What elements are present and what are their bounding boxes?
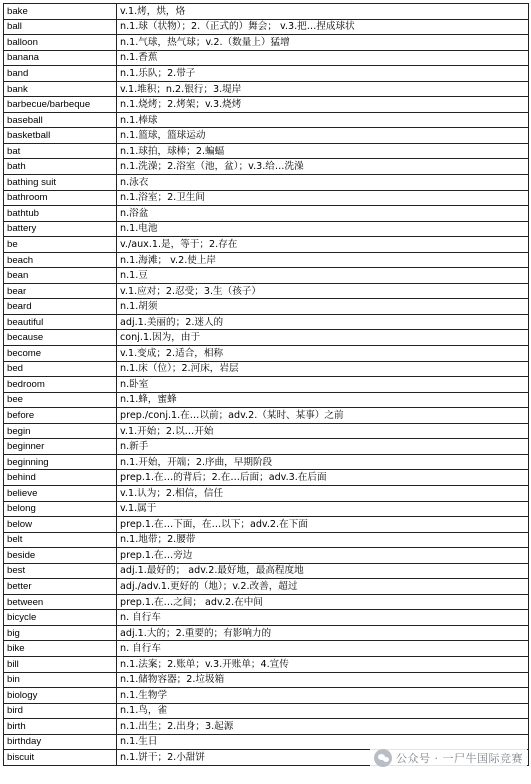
word-cell: beginning <box>4 454 117 470</box>
word-cell: birthday <box>4 734 117 750</box>
word-cell: bank <box>4 81 117 97</box>
word-cell: be <box>4 237 117 253</box>
word-cell: ball <box>4 19 117 35</box>
word-cell: bird <box>4 703 117 719</box>
word-cell: bin <box>4 672 117 688</box>
watermark-text: 公众号 · 一尸牛国际竞赛 <box>396 752 523 765</box>
table-row <box>4 485 529 501</box>
word-cell: bike <box>4 641 117 657</box>
word-cell: basketball <box>4 128 117 144</box>
table-row <box>4 159 529 175</box>
vocabulary-table-body <box>4 4 529 766</box>
definition-cell: adj.1.美丽的；2.迷人的 <box>117 314 529 330</box>
table-row <box>4 221 529 237</box>
table-row <box>4 501 529 517</box>
table-row <box>4 283 529 299</box>
definition-cell: n.1.鸟，雀 <box>117 703 529 719</box>
table-row <box>4 112 529 128</box>
definition-cell: n.浴盆 <box>117 206 529 222</box>
table-row <box>4 439 529 455</box>
definition-cell: n.新手 <box>117 439 529 455</box>
table-row <box>4 656 529 672</box>
word-cell: bathroom <box>4 190 117 206</box>
definition-cell: v.1.属于 <box>117 501 529 517</box>
definition-cell: n.1.蜂，蜜蜂 <box>117 392 529 408</box>
word-cell: better <box>4 579 117 595</box>
table-row <box>4 610 529 626</box>
table-row <box>4 641 529 657</box>
definition-cell: adj./adv.1.更好的（地）；v.2.改善，超过 <box>117 579 529 595</box>
definition-cell: n.泳衣 <box>117 175 529 191</box>
definition-cell: v./aux.1.是，等于；2.存在 <box>117 237 529 253</box>
word-cell: bicycle <box>4 610 117 626</box>
table-row <box>4 688 529 704</box>
definition-cell: v.1.应对；2.忍受；3.生（孩子） <box>117 283 529 299</box>
word-cell: bed <box>4 361 117 377</box>
definition-cell: v.1.开始；2.以…开始 <box>117 423 529 439</box>
word-cell: beside <box>4 548 117 564</box>
definition-cell: adj.1.大的；2.重要的；有影响力的 <box>117 625 529 641</box>
table-row <box>4 50 529 66</box>
word-cell: bean <box>4 268 117 284</box>
table-row <box>4 128 529 144</box>
table-row <box>4 175 529 191</box>
word-cell: barbecue/barbeque <box>4 97 117 113</box>
word-cell: between <box>4 594 117 610</box>
definition-cell: n.1.浴室；2.卫生间 <box>117 190 529 206</box>
table-row <box>4 625 529 641</box>
table-row <box>4 330 529 346</box>
table-row <box>4 190 529 206</box>
table-row <box>4 408 529 424</box>
word-cell: battery <box>4 221 117 237</box>
definition-cell: adj.1.最好的； adv.2.最好地，最高程度地 <box>117 563 529 579</box>
definition-cell: n.1.洗澡；2.浴室（池，盆）；v.3.给…洗澡 <box>117 159 529 175</box>
definition-cell: n.1.床（位）；2.河床，岩层 <box>117 361 529 377</box>
definition-cell: n.卧室 <box>117 377 529 393</box>
word-cell: beard <box>4 299 117 315</box>
definition-cell: n.1.生日 <box>117 734 529 750</box>
definition-cell: n. 自行车 <box>117 610 529 626</box>
word-cell: bear <box>4 283 117 299</box>
table-row <box>4 252 529 268</box>
definition-cell: n.1.篮球，篮球运动 <box>117 128 529 144</box>
definition-cell: n.1.烧烤；2.烤架；v.3.烧烤 <box>117 97 529 113</box>
word-cell: bathtub <box>4 206 117 222</box>
vocabulary-table <box>3 3 529 766</box>
table-row <box>4 454 529 470</box>
word-cell: belong <box>4 501 117 517</box>
definition-cell: v.1.变成；2.适合，相称 <box>117 346 529 362</box>
table-row <box>4 470 529 486</box>
definition-cell: n.1.饼干；2.小甜饼 <box>117 750 529 766</box>
word-cell: big <box>4 625 117 641</box>
definition-cell: v.1.烤，烘，烙 <box>117 4 529 20</box>
word-cell: bake <box>4 4 117 20</box>
definition-cell: n.1.球（状物）；2.（正式的）舞会； v.3.把…捏成球状 <box>117 19 529 35</box>
table-row <box>4 548 529 564</box>
definition-cell: n.1.出生；2.出身；3.起源 <box>117 719 529 735</box>
word-cell: become <box>4 346 117 362</box>
table-row <box>4 66 529 82</box>
definition-cell: n.1.胡须 <box>117 299 529 315</box>
table-row <box>4 594 529 610</box>
table-row <box>4 703 529 719</box>
table-row <box>4 35 529 51</box>
definition-cell: v.1.认为；2.相信，信任 <box>117 485 529 501</box>
word-cell: before <box>4 408 117 424</box>
definition-cell: n.1.豆 <box>117 268 529 284</box>
table-row <box>4 532 529 548</box>
word-cell: behind <box>4 470 117 486</box>
word-cell: birth <box>4 719 117 735</box>
word-cell: biscuit <box>4 750 117 766</box>
definition-cell: prep.1.在…旁边 <box>117 548 529 564</box>
definition-cell: n.1.储物容器；2.垃圾箱 <box>117 672 529 688</box>
word-cell: begin <box>4 423 117 439</box>
definition-cell: prep.1.在…之间； adv.2.在中间 <box>117 594 529 610</box>
word-cell: bedroom <box>4 377 117 393</box>
table-row <box>4 143 529 159</box>
definition-cell: n.1.生物学 <box>117 688 529 704</box>
word-cell: belt <box>4 532 117 548</box>
table-row <box>4 81 529 97</box>
definition-cell: n.1.球拍，球棒；2.蝙蝠 <box>117 143 529 159</box>
definition-cell: n.1.气球，热气球；v.2.（数量上）猛增 <box>117 35 529 51</box>
definition-cell: n.1.乐队；2.带子 <box>117 66 529 82</box>
word-cell: best <box>4 563 117 579</box>
word-cell: because <box>4 330 117 346</box>
word-cell: bath <box>4 159 117 175</box>
definition-cell: prep.1.在…下面，在…以下；adv.2.在下面 <box>117 517 529 533</box>
definition-cell: n.1.地带；2.腰带 <box>117 532 529 548</box>
definition-cell: n. 自行车 <box>117 641 529 657</box>
table-row <box>4 4 529 20</box>
word-cell: bee <box>4 392 117 408</box>
table-row <box>4 314 529 330</box>
word-cell: believe <box>4 485 117 501</box>
word-cell: bat <box>4 143 117 159</box>
table-row <box>4 579 529 595</box>
table-row <box>4 423 529 439</box>
definition-cell: v.1.堆积；n.2.银行；3.堤岸 <box>117 81 529 97</box>
word-cell: balloon <box>4 35 117 51</box>
word-cell: band <box>4 66 117 82</box>
table-row <box>4 346 529 362</box>
definition-cell: n.1.电池 <box>117 221 529 237</box>
definition-cell: prep./conj.1.在…以前；adv.2.（某时、某事）之前 <box>117 408 529 424</box>
definition-cell: n.1.开始，开端；2.序曲，早期阶段 <box>117 454 529 470</box>
definition-cell: conj.1.因为，由于 <box>117 330 529 346</box>
table-row <box>4 19 529 35</box>
table-row <box>4 377 529 393</box>
definition-cell: prep.1.在…的背后；2.在…后面；adv.3.在后面 <box>117 470 529 486</box>
table-row <box>4 206 529 222</box>
definition-cell: n.1.棒球 <box>117 112 529 128</box>
word-cell: beginner <box>4 439 117 455</box>
word-cell: beautiful <box>4 314 117 330</box>
definition-cell: n.1.法案；2.账单；v.3.开账单；4.宣传 <box>117 656 529 672</box>
word-cell: beach <box>4 252 117 268</box>
table-row <box>4 563 529 579</box>
word-cell: bill <box>4 656 117 672</box>
word-cell: banana <box>4 50 117 66</box>
table-row <box>4 672 529 688</box>
word-cell: below <box>4 517 117 533</box>
table-row <box>4 299 529 315</box>
table-row <box>4 268 529 284</box>
word-cell: biology <box>4 688 117 704</box>
table-row <box>4 392 529 408</box>
word-cell: baseball <box>4 112 117 128</box>
table-row <box>4 719 529 735</box>
word-cell: bathing suit <box>4 175 117 191</box>
wechat-icon <box>374 749 392 767</box>
table-row <box>4 517 529 533</box>
watermark <box>370 746 527 770</box>
table-row <box>4 361 529 377</box>
table-row <box>4 97 529 113</box>
definition-cell: n.1.海滩； v.2.使上岸 <box>117 252 529 268</box>
definition-cell: n.1.香蕉 <box>117 50 529 66</box>
table-row <box>4 237 529 253</box>
